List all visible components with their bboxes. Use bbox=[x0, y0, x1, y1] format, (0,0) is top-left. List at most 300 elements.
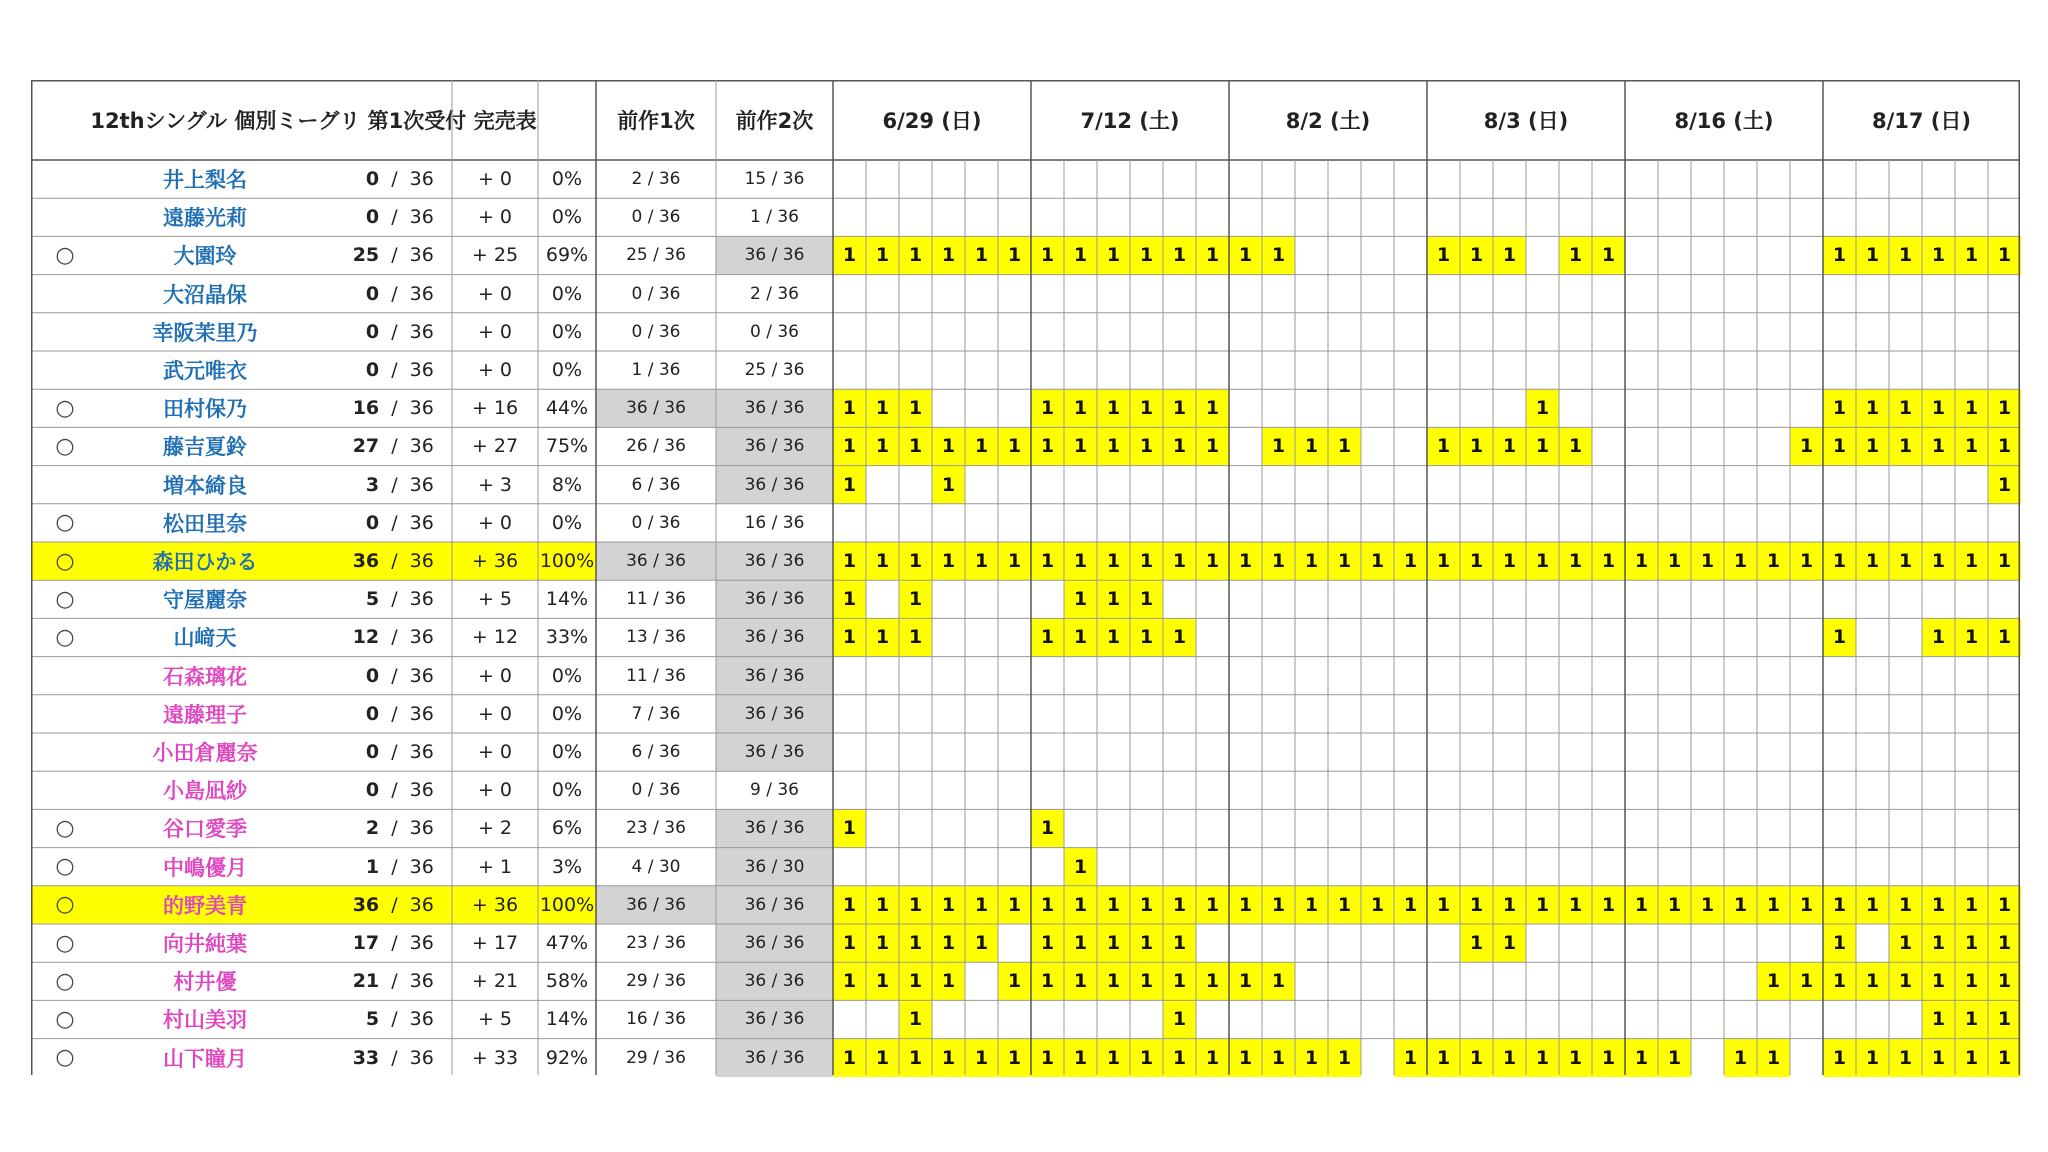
sold-total: 36 bbox=[409, 932, 434, 955]
prev1-value: 0 / 36 bbox=[631, 512, 681, 533]
percent: 0% bbox=[551, 168, 583, 191]
member-mark bbox=[31, 160, 99, 198]
sold-slot: 1 bbox=[1922, 427, 1955, 465]
prev2-value: 36 / 36 bbox=[716, 886, 833, 924]
sold-slot: 1 bbox=[1493, 427, 1526, 465]
sold-count bbox=[311, 466, 452, 504]
sold-slot: 1 bbox=[1922, 1000, 1955, 1038]
sold-slot: 1 bbox=[1889, 1039, 1922, 1077]
sold-slot: 1 bbox=[1196, 389, 1229, 427]
sold-slot: 1 bbox=[1823, 618, 1856, 656]
member-mark bbox=[31, 351, 99, 389]
sold-slot: 1 bbox=[1097, 542, 1130, 580]
sold-count bbox=[311, 771, 452, 809]
sold-total: 36 bbox=[409, 473, 434, 496]
sold-slot: 1 bbox=[1031, 886, 1064, 924]
sold-slot: 1 bbox=[1163, 1039, 1196, 1077]
sold-slot: 1 bbox=[965, 427, 998, 465]
member-mark: ○ bbox=[55, 1006, 75, 1032]
sold-slot: 1 bbox=[1922, 962, 1955, 1000]
sold-slot: 1 bbox=[1493, 542, 1526, 580]
plus-count: + 5 bbox=[477, 588, 513, 611]
percent: 0% bbox=[551, 359, 583, 382]
sold-slot: 1 bbox=[1229, 236, 1262, 274]
sold-total: 36 bbox=[409, 817, 434, 840]
sold-count bbox=[311, 236, 452, 274]
sold-slot: 1 bbox=[1097, 962, 1130, 1000]
sold-value: 2 bbox=[365, 817, 380, 840]
sold-slot: 1 bbox=[1394, 1039, 1427, 1077]
sold-value: 16 bbox=[352, 397, 380, 420]
plus-count: + 2 bbox=[477, 817, 513, 840]
sold-value: 25 bbox=[352, 244, 380, 267]
sold-separator: / bbox=[385, 932, 404, 955]
date-header-4: 8/3 (日) bbox=[1483, 109, 1569, 133]
member-name: 大沼晶保 bbox=[163, 282, 247, 307]
sold-total: 36 bbox=[409, 1046, 434, 1069]
sold-slot: 1 bbox=[1064, 618, 1097, 656]
sold-value: 27 bbox=[352, 435, 380, 458]
sold-slot: 1 bbox=[1856, 236, 1889, 274]
sold-slot: 1 bbox=[1031, 389, 1064, 427]
sold-slot: 1 bbox=[1031, 962, 1064, 1000]
sold-slot: 1 bbox=[1097, 886, 1130, 924]
sold-count bbox=[311, 618, 452, 656]
sold-slot: 1 bbox=[998, 236, 1031, 274]
sold-slot: 1 bbox=[1823, 962, 1856, 1000]
sold-slot: 1 bbox=[1295, 427, 1328, 465]
sold-slot: 1 bbox=[1163, 618, 1196, 656]
plus-count: + 0 bbox=[477, 359, 513, 382]
sold-slot: 1 bbox=[1922, 389, 1955, 427]
sold-slot: 1 bbox=[1856, 886, 1889, 924]
sold-slot: 1 bbox=[1130, 1039, 1163, 1077]
sold-slot: 1 bbox=[1130, 886, 1163, 924]
sold-slot: 1 bbox=[1460, 924, 1493, 962]
sold-slot: 1 bbox=[1856, 1039, 1889, 1077]
sold-count bbox=[311, 504, 452, 542]
prev2-header: 前作2次 bbox=[735, 109, 814, 133]
member-name: 中嶋優月 bbox=[163, 855, 247, 880]
member-mark: ○ bbox=[55, 930, 75, 956]
percent: 100% bbox=[539, 550, 595, 573]
date-header-5: 8/16 (土) bbox=[1674, 109, 1774, 133]
prev1-value: 16 / 36 bbox=[626, 1009, 686, 1030]
prev1-value: 6 / 36 bbox=[631, 742, 681, 763]
prev2-value: 36 / 36 bbox=[716, 389, 833, 427]
sold-slot: 1 bbox=[1295, 1039, 1328, 1077]
percent: 44% bbox=[545, 397, 589, 420]
sold-slot: 1 bbox=[1328, 542, 1361, 580]
sold-slot: 1 bbox=[899, 389, 932, 427]
prev1-value: 23 / 36 bbox=[626, 818, 686, 839]
member-mark bbox=[31, 733, 99, 771]
sold-slot: 1 bbox=[1955, 236, 1988, 274]
sold-total: 36 bbox=[409, 550, 434, 573]
sold-slot: 1 bbox=[965, 886, 998, 924]
sold-slot: 1 bbox=[1196, 962, 1229, 1000]
sold-slot: 1 bbox=[866, 236, 899, 274]
sold-slot: 1 bbox=[833, 962, 866, 1000]
percent: 6% bbox=[551, 817, 583, 840]
prev2-value: 1 / 36 bbox=[750, 207, 799, 228]
sold-slot: 1 bbox=[932, 886, 965, 924]
sold-slot: 1 bbox=[1031, 236, 1064, 274]
prev2-value: 36 / 36 bbox=[716, 542, 833, 580]
sold-count bbox=[311, 313, 452, 351]
sold-slot: 1 bbox=[1064, 848, 1097, 886]
sold-slot: 1 bbox=[1460, 236, 1493, 274]
member-mark: ○ bbox=[55, 548, 75, 574]
sold-slot: 1 bbox=[998, 886, 1031, 924]
sold-value: 1 bbox=[365, 855, 380, 878]
sold-slot: 1 bbox=[833, 580, 866, 618]
sold-slot: 1 bbox=[1295, 886, 1328, 924]
sold-slot: 1 bbox=[1922, 924, 1955, 962]
prev2-value: 36 / 36 bbox=[716, 580, 833, 618]
sold-slot: 1 bbox=[1757, 1039, 1790, 1077]
sold-separator: / bbox=[385, 741, 404, 764]
sold-slot: 1 bbox=[1955, 427, 1988, 465]
prev1-value: 1 / 36 bbox=[631, 360, 681, 381]
member-mark: ○ bbox=[55, 815, 75, 841]
sold-value: 0 bbox=[365, 206, 380, 229]
sold-slot: 1 bbox=[899, 924, 932, 962]
sold-slot: 1 bbox=[1196, 1039, 1229, 1077]
sold-separator: / bbox=[385, 588, 404, 611]
sold-slot: 1 bbox=[1460, 542, 1493, 580]
sold-total: 36 bbox=[409, 855, 434, 878]
sold-slot: 1 bbox=[1493, 1039, 1526, 1077]
sold-slot: 1 bbox=[899, 427, 932, 465]
percent: 33% bbox=[545, 626, 589, 649]
sold-slot: 1 bbox=[1526, 886, 1559, 924]
sold-total: 36 bbox=[409, 970, 434, 993]
sold-slot: 1 bbox=[932, 427, 965, 465]
sold-slot: 1 bbox=[1823, 236, 1856, 274]
prev2-value: 36 / 36 bbox=[716, 1039, 833, 1077]
sold-separator: / bbox=[385, 664, 404, 687]
sold-total: 36 bbox=[409, 1008, 434, 1031]
sold-slot: 1 bbox=[1922, 1039, 1955, 1077]
sold-slot: 1 bbox=[1889, 236, 1922, 274]
sold-slot: 1 bbox=[1691, 886, 1724, 924]
sold-count bbox=[311, 427, 452, 465]
sold-count bbox=[311, 275, 452, 313]
sold-total: 36 bbox=[409, 511, 434, 534]
sales-table bbox=[31, 80, 2020, 1075]
sold-slot: 1 bbox=[1031, 542, 1064, 580]
sold-count bbox=[311, 580, 452, 618]
prev1-value: 26 / 36 bbox=[626, 436, 686, 457]
percent: 69% bbox=[545, 244, 589, 267]
prev2-value: 36 / 36 bbox=[716, 657, 833, 695]
sold-slot: 1 bbox=[866, 924, 899, 962]
sold-total: 36 bbox=[409, 702, 434, 725]
sold-slot: 1 bbox=[965, 924, 998, 962]
sold-slot: 1 bbox=[1493, 886, 1526, 924]
sold-slot: 1 bbox=[899, 1000, 932, 1038]
plus-count: + 33 bbox=[471, 1046, 519, 1069]
sold-slot: 1 bbox=[833, 886, 866, 924]
sold-slot: 1 bbox=[1361, 886, 1394, 924]
prev2-value: 36 / 36 bbox=[716, 618, 833, 656]
sold-slot: 1 bbox=[1130, 580, 1163, 618]
sold-slot: 1 bbox=[1460, 1039, 1493, 1077]
prev1-value: 2 / 36 bbox=[631, 169, 681, 190]
sold-slot: 1 bbox=[899, 962, 932, 1000]
sold-total: 36 bbox=[409, 359, 434, 382]
sold-slot: 1 bbox=[1163, 389, 1196, 427]
plus-count: + 17 bbox=[471, 932, 519, 955]
plus-count: + 21 bbox=[471, 970, 519, 993]
sold-total: 36 bbox=[409, 664, 434, 687]
sold-slot: 1 bbox=[833, 618, 866, 656]
sold-slot: 1 bbox=[866, 389, 899, 427]
member-mark bbox=[31, 695, 99, 733]
prev1-value: 0 / 36 bbox=[631, 780, 681, 801]
percent: 0% bbox=[551, 282, 583, 305]
member-mark: ○ bbox=[55, 510, 75, 536]
sold-slot: 1 bbox=[1229, 542, 1262, 580]
sold-total: 36 bbox=[409, 779, 434, 802]
sold-separator: / bbox=[385, 855, 404, 878]
sold-slot: 1 bbox=[1691, 542, 1724, 580]
sold-slot: 1 bbox=[833, 389, 866, 427]
sold-slot: 1 bbox=[1757, 962, 1790, 1000]
sold-slot: 1 bbox=[1922, 542, 1955, 580]
sold-slot: 1 bbox=[1559, 427, 1592, 465]
sold-slot: 1 bbox=[899, 886, 932, 924]
plus-count: + 0 bbox=[477, 168, 513, 191]
sold-total: 36 bbox=[409, 244, 434, 267]
sold-value: 0 bbox=[365, 359, 380, 382]
sold-slot: 1 bbox=[1130, 236, 1163, 274]
prev2-value: 36 / 30 bbox=[716, 848, 833, 886]
sold-slot: 1 bbox=[932, 542, 965, 580]
prev2-value: 36 / 36 bbox=[716, 809, 833, 847]
prev2-value: 25 / 36 bbox=[744, 360, 805, 381]
member-name: 的野美青 bbox=[163, 893, 247, 918]
sold-slot: 1 bbox=[1889, 924, 1922, 962]
sold-slot: 1 bbox=[833, 427, 866, 465]
sold-count bbox=[311, 886, 452, 924]
sold-slot: 1 bbox=[932, 962, 965, 1000]
sold-slot: 1 bbox=[1955, 962, 1988, 1000]
sold-count bbox=[311, 1000, 452, 1038]
sold-slot: 1 bbox=[899, 542, 932, 580]
sold-slot: 1 bbox=[1196, 427, 1229, 465]
sold-slot: 1 bbox=[1097, 427, 1130, 465]
percent: 75% bbox=[545, 435, 589, 458]
sold-slot: 1 bbox=[1988, 1000, 2021, 1038]
sold-slot: 1 bbox=[1988, 542, 2021, 580]
prev2-value: 36 / 36 bbox=[716, 1000, 833, 1038]
sold-total: 36 bbox=[409, 741, 434, 764]
sold-slot: 1 bbox=[1460, 427, 1493, 465]
sold-value: 36 bbox=[352, 550, 380, 573]
sold-slot: 1 bbox=[1328, 1039, 1361, 1077]
sold-slot: 1 bbox=[1658, 886, 1691, 924]
member-mark: ○ bbox=[55, 586, 75, 612]
percent: 0% bbox=[551, 664, 583, 687]
sold-slot: 1 bbox=[1988, 236, 2021, 274]
sold-slot: 1 bbox=[1757, 886, 1790, 924]
sold-total: 36 bbox=[409, 893, 434, 916]
sold-count bbox=[311, 389, 452, 427]
sold-slot: 1 bbox=[1295, 542, 1328, 580]
sold-value: 5 bbox=[365, 588, 380, 611]
sold-slot: 1 bbox=[1856, 389, 1889, 427]
sold-slot: 1 bbox=[1064, 924, 1097, 962]
sold-slot: 1 bbox=[1163, 236, 1196, 274]
sold-slot: 1 bbox=[1130, 618, 1163, 656]
member-mark bbox=[31, 313, 99, 351]
sold-slot: 1 bbox=[899, 580, 932, 618]
prev2-value: 36 / 36 bbox=[716, 962, 833, 1000]
sold-value: 36 bbox=[352, 893, 380, 916]
sold-separator: / bbox=[385, 168, 404, 191]
sold-slot: 1 bbox=[1031, 427, 1064, 465]
sold-slot: 1 bbox=[1361, 542, 1394, 580]
prev1-value: 36 / 36 bbox=[596, 886, 716, 924]
plus-count: + 0 bbox=[477, 320, 513, 343]
sold-slot: 1 bbox=[1130, 389, 1163, 427]
prev1-value: 29 / 36 bbox=[626, 971, 686, 992]
sold-count bbox=[311, 924, 452, 962]
prev1-value: 0 / 36 bbox=[631, 283, 681, 304]
sold-slot: 1 bbox=[1922, 618, 1955, 656]
sold-separator: / bbox=[385, 893, 404, 916]
sold-value: 0 bbox=[365, 282, 380, 305]
sold-slot: 1 bbox=[1262, 236, 1295, 274]
member-name: 藤吉夏鈴 bbox=[163, 435, 247, 460]
sold-slot: 1 bbox=[1592, 1039, 1625, 1077]
sold-slot: 1 bbox=[1955, 886, 1988, 924]
sold-slot: 1 bbox=[1130, 427, 1163, 465]
sold-slot: 1 bbox=[1064, 962, 1097, 1000]
plus-count: + 3 bbox=[477, 473, 513, 496]
member-name: 武元唯衣 bbox=[163, 359, 247, 384]
sold-slot: 1 bbox=[1064, 236, 1097, 274]
sold-slot: 1 bbox=[1658, 542, 1691, 580]
sold-value: 3 bbox=[365, 473, 380, 496]
member-mark bbox=[31, 771, 99, 809]
prev2-value: 36 / 36 bbox=[716, 466, 833, 504]
sold-slot: 1 bbox=[1064, 389, 1097, 427]
sold-slot: 1 bbox=[1526, 542, 1559, 580]
sold-slot: 1 bbox=[1196, 542, 1229, 580]
sold-slot: 1 bbox=[1889, 542, 1922, 580]
sold-count bbox=[311, 1039, 452, 1077]
member-mark: ○ bbox=[55, 242, 75, 268]
sold-slot: 1 bbox=[1163, 962, 1196, 1000]
sold-slot: 1 bbox=[866, 886, 899, 924]
sold-slot: 1 bbox=[1130, 542, 1163, 580]
member-name: 村山美羽 bbox=[163, 1008, 247, 1033]
date-header-2: 7/12 (土) bbox=[1080, 109, 1180, 133]
sold-slot: 1 bbox=[1493, 924, 1526, 962]
sold-slot: 1 bbox=[1493, 236, 1526, 274]
sold-count bbox=[311, 198, 452, 236]
member-name: 幸阪茉里乃 bbox=[152, 320, 258, 345]
sold-slot: 1 bbox=[1163, 1000, 1196, 1038]
percent: 0% bbox=[551, 779, 583, 802]
sold-slot: 1 bbox=[1427, 236, 1460, 274]
sold-slot: 1 bbox=[1064, 580, 1097, 618]
plus-count: + 0 bbox=[477, 779, 513, 802]
percent: 14% bbox=[545, 1008, 589, 1031]
percent: 92% bbox=[545, 1046, 589, 1069]
member-mark: ○ bbox=[55, 1045, 75, 1071]
sold-separator: / bbox=[385, 206, 404, 229]
sold-slot: 1 bbox=[1823, 389, 1856, 427]
sold-value: 21 bbox=[352, 970, 380, 993]
plus-count: + 0 bbox=[477, 206, 513, 229]
member-name: 大園玲 bbox=[173, 244, 237, 269]
member-name: 小島凪紗 bbox=[163, 779, 247, 804]
sold-slot: 1 bbox=[1955, 924, 1988, 962]
sold-slot: 1 bbox=[1163, 924, 1196, 962]
sold-count bbox=[311, 733, 452, 771]
sold-slot: 1 bbox=[1097, 236, 1130, 274]
sold-slot: 1 bbox=[1427, 427, 1460, 465]
sold-slot: 1 bbox=[1988, 389, 2021, 427]
sold-slot: 1 bbox=[1988, 1039, 2021, 1077]
date-header-3: 8/2 (土) bbox=[1285, 109, 1371, 133]
sold-slot: 1 bbox=[1790, 962, 1823, 1000]
sold-total: 36 bbox=[409, 282, 434, 305]
sold-slot: 1 bbox=[1988, 427, 2021, 465]
prev2-value: 36 / 36 bbox=[716, 236, 833, 274]
sold-separator: / bbox=[385, 511, 404, 534]
sold-slot: 1 bbox=[1955, 618, 1988, 656]
sold-total: 36 bbox=[409, 320, 434, 343]
prev2-value: 36 / 36 bbox=[716, 695, 833, 733]
sold-slot: 1 bbox=[965, 542, 998, 580]
sold-slot: 1 bbox=[1229, 962, 1262, 1000]
sold-slot: 1 bbox=[833, 236, 866, 274]
sold-slot: 1 bbox=[1559, 1039, 1592, 1077]
percent: 14% bbox=[545, 588, 589, 611]
sold-slot: 1 bbox=[1031, 809, 1064, 847]
sold-slot: 1 bbox=[833, 809, 866, 847]
sold-slot: 1 bbox=[1163, 886, 1196, 924]
sold-slot: 1 bbox=[1526, 1039, 1559, 1077]
sold-separator: / bbox=[385, 435, 404, 458]
sold-separator: / bbox=[385, 359, 404, 382]
sold-slot: 1 bbox=[1130, 962, 1163, 1000]
sold-slot: 1 bbox=[1097, 1039, 1130, 1077]
sold-slot: 1 bbox=[1262, 886, 1295, 924]
percent: 58% bbox=[545, 970, 589, 993]
sold-slot: 1 bbox=[833, 542, 866, 580]
sold-slot: 1 bbox=[1031, 1039, 1064, 1077]
prev2-value: 36 / 36 bbox=[716, 733, 833, 771]
member-name: 石森璃花 bbox=[163, 664, 247, 689]
sold-slot: 1 bbox=[1097, 618, 1130, 656]
sold-slot: 1 bbox=[1823, 1039, 1856, 1077]
sold-slot: 1 bbox=[1592, 236, 1625, 274]
sold-separator: / bbox=[385, 397, 404, 420]
sold-slot: 1 bbox=[1064, 886, 1097, 924]
table-title: 12thシングル 個別ミーグリ 第1次受付 完売表 bbox=[90, 109, 537, 133]
sold-slot: 1 bbox=[1724, 542, 1757, 580]
date-header-1: 6/29 (日) bbox=[882, 109, 982, 133]
sold-slot: 1 bbox=[1229, 886, 1262, 924]
sold-slot: 1 bbox=[1856, 962, 1889, 1000]
sold-slot: 1 bbox=[1328, 427, 1361, 465]
